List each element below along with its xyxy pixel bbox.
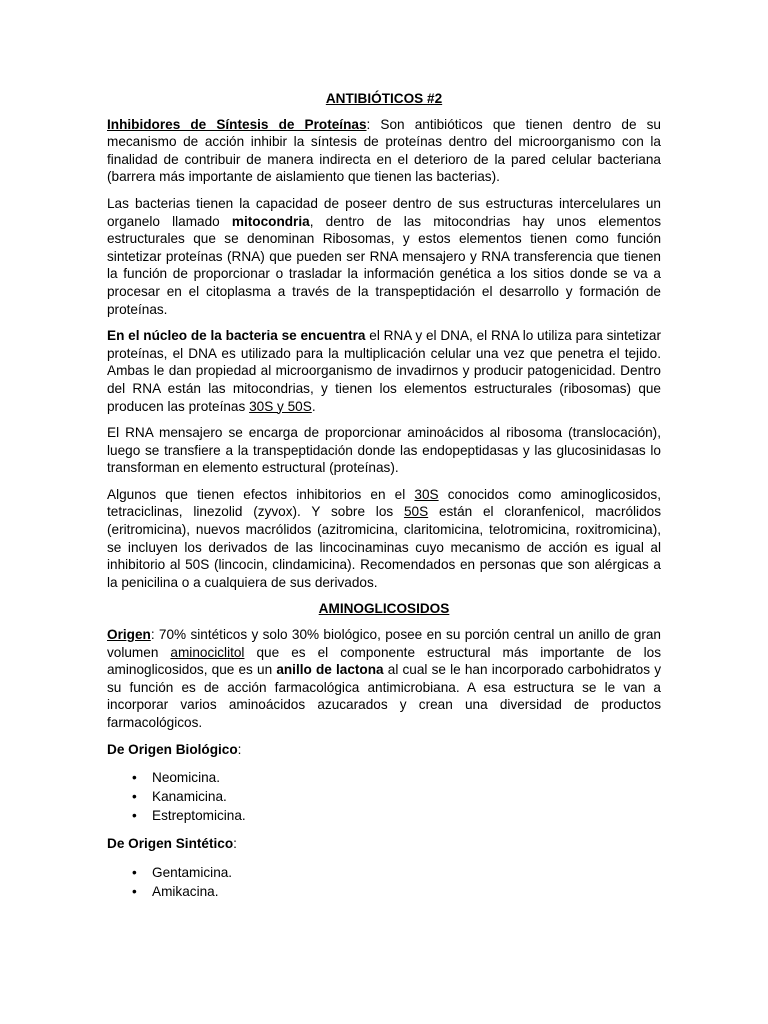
list-origen-sintetico <box>107 863 661 901</box>
term-50s: 50S <box>403 504 429 520</box>
bullet-icon: • <box>132 883 137 899</box>
bullet-icon: • <box>132 864 137 880</box>
paragraph-origen: Origen: 70% sintéticos y solo 30% biológico, posee en su porción central un anillo de gran volumen aminociclitol que es el componente estructural más importante de los aminoglicosidos, que es un anillo de lactona al cual se le han incorporado carbohidratos y su función es de acción farmacológica antimicrobiana. A esa estructura se le van a incorporar varios aminoácidos azucarados y crean una diversidad de productos farmacológicos. <box>107 627 661 730</box>
term-origen: Origen <box>107 627 151 643</box>
paragraph-inhibidores: Inhibidores de Síntesis de Proteínas: Son antibióticos que tienen dentro de su mecanismo de acción inhibir la síntesis de proteínas dentro del microorganismo con la finalidad de contribuir de manera indirecta en el deterioro de la pared celular bacteriana (barrera más importante de aislamiento que tienen las bacterias). <box>107 116 661 185</box>
list-item: • Kanamicina. <box>132 789 227 805</box>
paragraph-nucleo: En el núcleo de la bacteria se encuentra el RNA y el DNA, el RNA lo utiliza para sintetizar proteínas, el DNA es utilizado para la multiplicación celular una vez que penetra el tejido. Ambas le dan propiedad al microorganismo de invadirnos y producir patogenicidad. Dentro del RNA están las mitocondrias, y tienen los elementos estructurales (ribosomas) que producen las proteínas 30S y 50S. <box>107 328 661 414</box>
paragraph-bacterias: Las bacterias tienen la capacidad de poseer dentro de sus estructuras intercelulares un organelo llamado mitocondria, dentro de las mitocondrias hay unos elementos estructurales que se denominan Ribosomas, y estos elementos tienen como función sintetizar proteínas (RNA) que pueden ser RNA mensajero y RNA transferencia que tienen la función de proporcionar o trasladar la información genética a los sitios donde se va a procesar en el citoplasma a través de la transpeptidación el desarrollo y formación de proteínas. <box>107 195 661 317</box>
term-nucleo: En el núcleo de la bacteria se encuentra <box>107 328 366 344</box>
page-title: ANTIBIÓTICOS #2 <box>325 91 443 106</box>
list-item: • Neomicina. <box>132 770 220 786</box>
term-aminociclitol: aminociclitol <box>170 644 245 660</box>
subheading-origen-biologico: De Origen Biológico: <box>107 741 242 757</box>
section-title-aminoglicosidos: AMINOGLICOSIDOS <box>318 601 450 617</box>
paragraph-inhibitorios: Algunos que tienen efectos inhibitorios en el 30S conocidos como aminoglicosidos, tetraciclinas, linezolid (zyvox). Y sobre los 50S están el cloranfenicol, macrólidos (eritromicina), nuevos macrólidos (azitromicina, claritomicina, telotromicina, roxitromicina), se incluyen los derivados de las lincocinaminas cuyo mecanismo de acción es igual al inhibitorio al 50S (lincocin, clindamicina). Recomendados en personas que son alérgicas a la penicilina o a cualquiera de sus derivados. <box>107 486 661 590</box>
subheading-origen-sintetico: De Origen Sintético: <box>107 836 237 852</box>
term-30s-50s: 30S y 50S <box>249 398 312 414</box>
bullet-icon: • <box>132 789 137 805</box>
term-30s: 30S <box>414 486 439 502</box>
term-inhibidores: Inhibidores de Síntesis de Proteínas <box>107 116 367 132</box>
list-origen-biologico <box>107 768 661 825</box>
paragraph-rna-mensajero: El RNA mensajero se encarga de proporcionar aminoácidos al ribosoma (translocación), luego se transfiere a la transpeptidación donde las endopeptidasas y las glucosinidasas lo transforman en elemento estructural (proteínas). <box>107 425 661 476</box>
list-item: • Estreptomicina. <box>132 808 246 824</box>
list-item: • Gentamicina. <box>132 864 233 880</box>
term-anillo-lactona: anillo de lactona <box>276 662 384 678</box>
term-mitocondria: mitocondria <box>231 213 310 229</box>
list-item: • Amikacina. <box>132 883 219 899</box>
document-content <box>107 90 661 911</box>
bullet-icon: • <box>132 808 137 824</box>
bullet-icon: • <box>132 770 137 786</box>
